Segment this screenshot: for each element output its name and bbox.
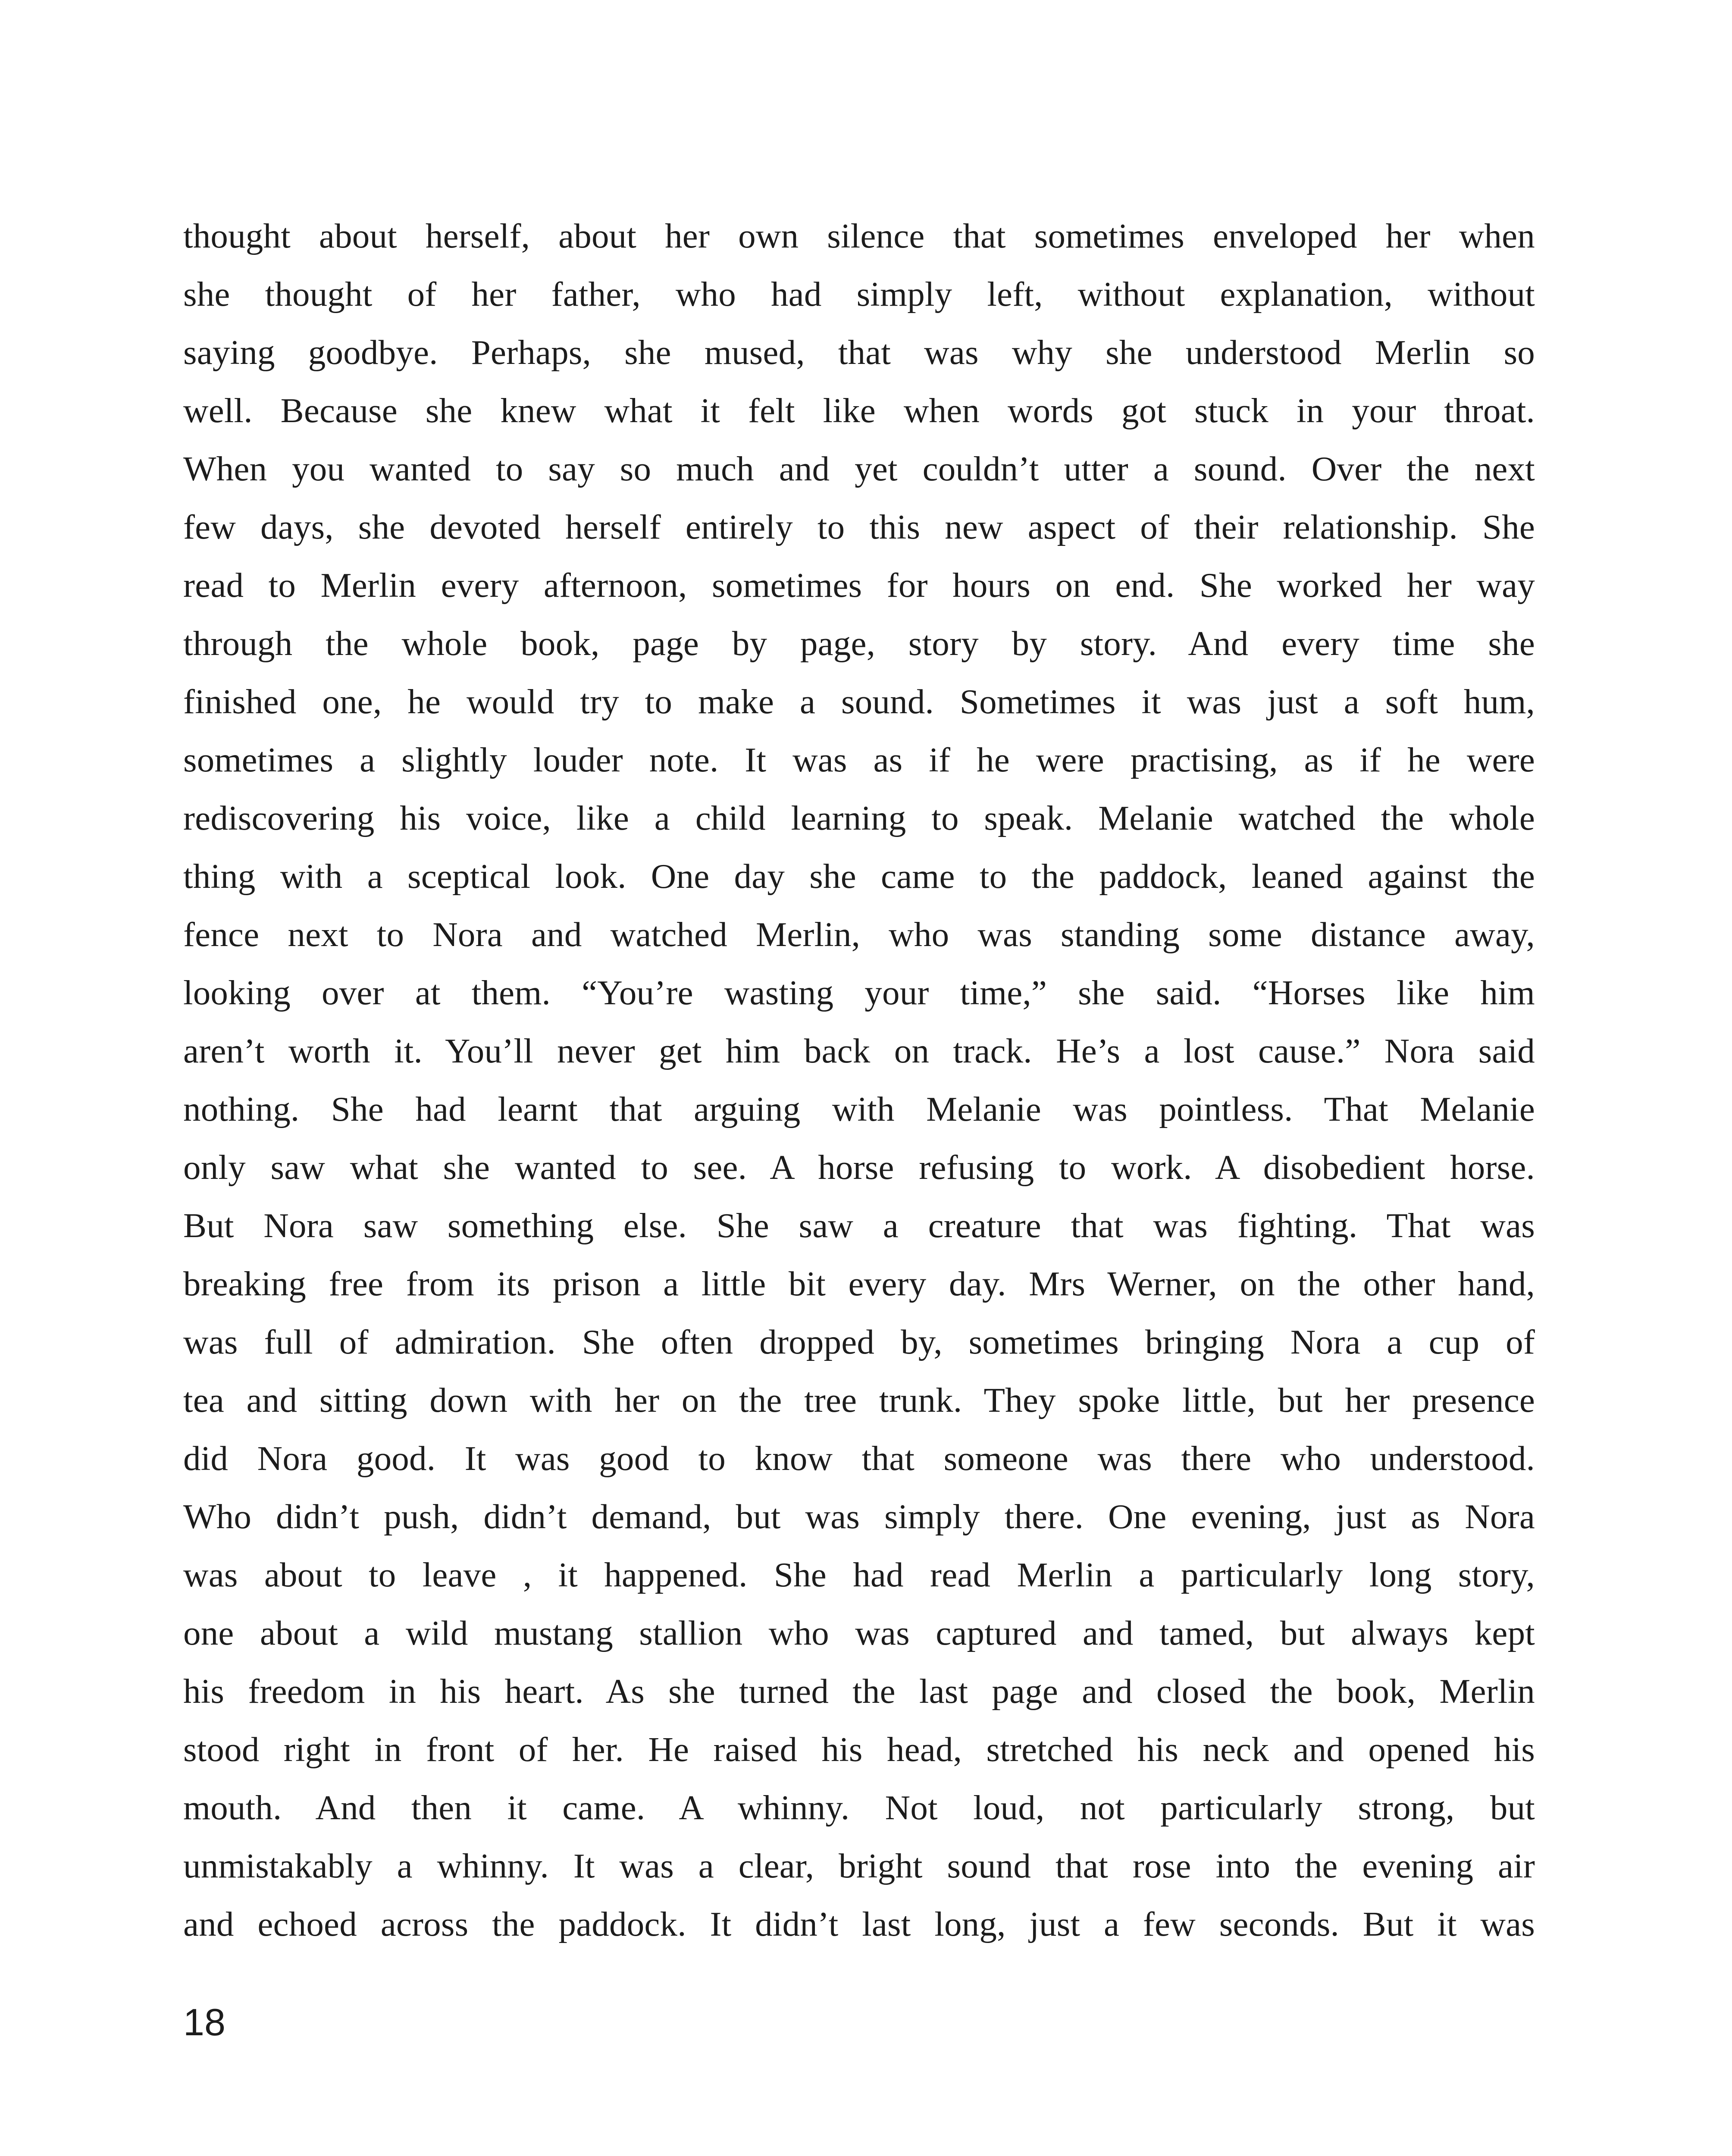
text-line: thought about herself, about her own silence that sometimes enveloped her when: [183, 216, 1535, 255]
text-line: nothing. She had learnt that arguing with Melanie was pointless. That Melanie: [183, 1090, 1535, 1128]
text-line: tea and sitting down with her on the tree trunk. They spoke little, but her presence: [183, 1381, 1535, 1420]
text-line: finished one, he would try to make a sound. Sometimes it was just a soft hum,: [183, 682, 1535, 721]
text-line: Who didn’t push, didn’t demand, but was simply there. One evening, just as Nora: [183, 1497, 1535, 1536]
text-line: stood right in front of her. He raised his head, stretched his neck and opened his: [183, 1730, 1535, 1769]
text-line: breaking free from its prison a little bit every day. Mrs Werner, on the other hand,: [183, 1264, 1535, 1303]
text-line: and echoed across the paddock. It didn’t last long, just a few seconds. But it was: [183, 1905, 1535, 1943]
text-line: saying goodbye. Perhaps, she mused, that was why she understood Merlin so: [183, 333, 1535, 372]
text-line: his freedom in his heart. As she turned the last page and closed the book, Merlin: [183, 1672, 1535, 1711]
text-line: unmistakably a whinny. It was a clear, bright sound that rose into the evening air: [183, 1846, 1535, 1885]
text-line: looking over at them. “You’re wasting your time,” she said. “Horses like him: [183, 973, 1535, 1012]
text-line: did Nora good. It was good to know that someone was there who understood.: [183, 1439, 1535, 1478]
text-line: When you wanted to say so much and yet couldn’t utter a sound. Over the next: [183, 449, 1535, 488]
text-line: well. Because she knew what it felt like when words got stuck in your throat.: [183, 391, 1535, 430]
body-text: [183, 207, 1535, 1953]
text-line: few days, she devoted herself entirely to this new aspect of their relationship. She: [183, 508, 1535, 546]
text-line: But Nora saw something else. She saw a creature that was fighting. That was: [183, 1206, 1535, 1245]
text-line: fence next to Nora and watched Merlin, who was standing some distance away,: [183, 915, 1535, 954]
text-line: sometimes a slightly louder note. It was as if he were practising, as if he were: [183, 740, 1535, 779]
page-number: 18: [183, 2001, 226, 2043]
text-line: she thought of her father, who had simply left, without explanation, without: [183, 275, 1535, 313]
text-line: was about to leave , it happened. She had read Merlin a particularly long story,: [183, 1555, 1535, 1594]
text-line: thing with a sceptical look. One day she came to the paddock, leaned against the: [183, 857, 1535, 896]
text-line: was full of admiration. She often dropped by, sometimes bringing Nora a cup of: [183, 1322, 1535, 1361]
text-line: rediscovering his voice, like a child learning to speak. Melanie watched the whole: [183, 799, 1535, 837]
text-line: read to Merlin every afternoon, sometimes for hours on end. She worked her way: [183, 566, 1535, 605]
text-line: aren’t worth it. You’ll never get him back on track. He’s a lost cause.” Nora said: [183, 1031, 1535, 1070]
text-line: only saw what she wanted to see. A horse refusing to work. A disobedient horse.: [183, 1148, 1535, 1187]
text-line: through the whole book, page by page, story by story. And every time she: [183, 624, 1535, 663]
text-line: mouth. And then it came. A whinny. Not loud, not particularly strong, but: [183, 1788, 1535, 1827]
text-line: one about a wild mustang stallion who was captured and tamed, but always kept: [183, 1614, 1535, 1652]
